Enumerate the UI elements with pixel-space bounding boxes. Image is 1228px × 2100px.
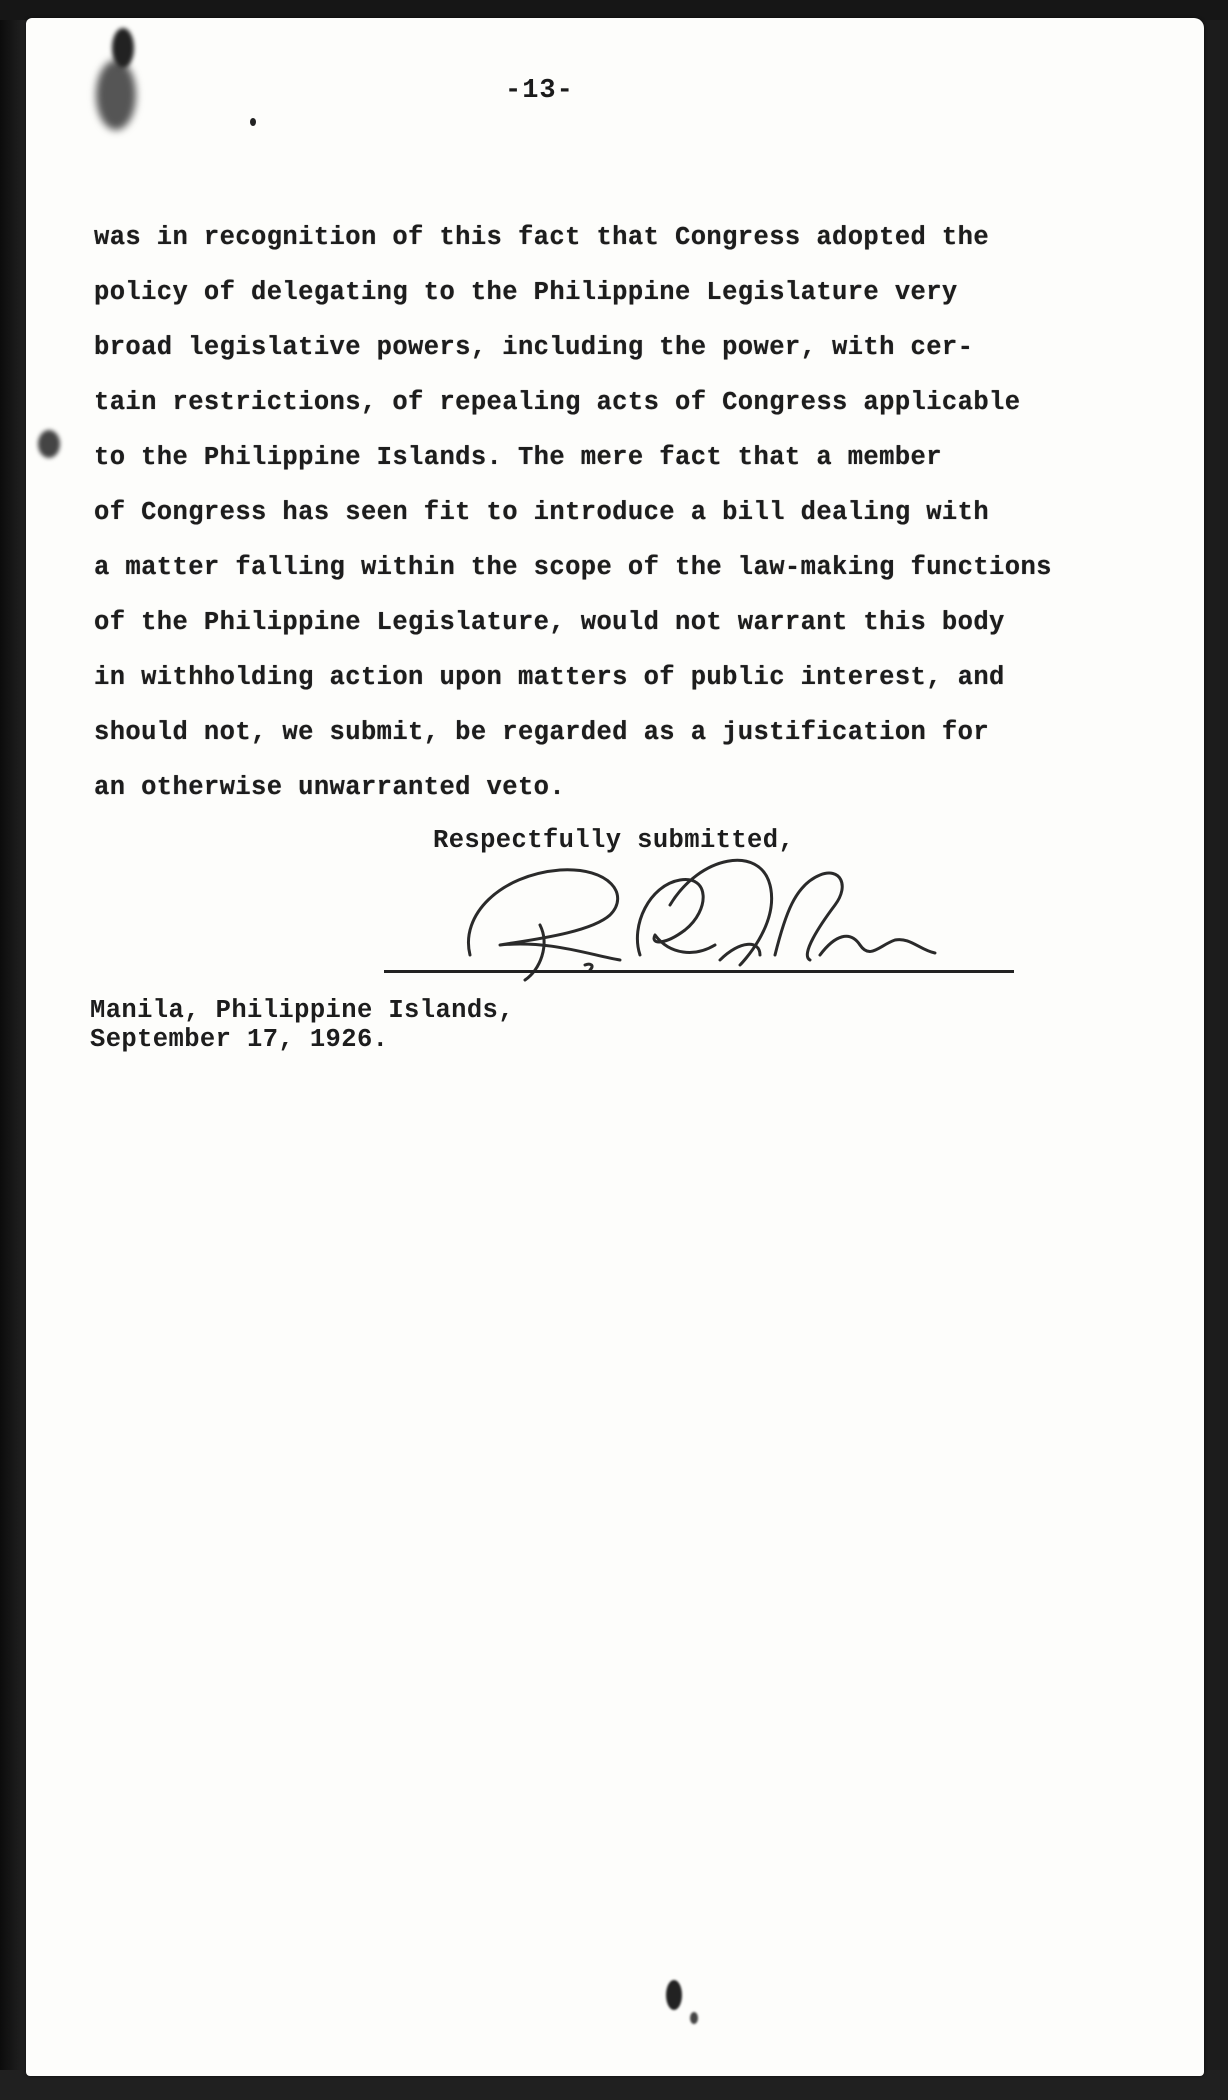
scan-edge-top	[0, 0, 1228, 20]
ink-speck-bottom	[690, 2012, 698, 2024]
closing-salutation: Respectfully submitted,	[433, 826, 795, 855]
body-line: of the Philippine Legislature, would not warrant this body	[94, 608, 1005, 637]
body-line: broad legislative powers, including the power, with cer-	[94, 333, 974, 362]
body-line: of Congress has seen fit to introduce a bill dealing with	[94, 498, 990, 527]
body-line: to the Philippine Islands. The mere fact that a member	[94, 443, 942, 472]
body-line: should not, we submit, be regarded as a justification for	[94, 718, 990, 747]
body-line: was in recognition of this fact that Congress adopted the	[94, 223, 990, 252]
ink-blot-left-margin	[38, 430, 60, 458]
body-line: policy of delegating to the Philippine Legislature very	[94, 278, 958, 307]
ink-blot-top-left	[96, 60, 136, 130]
date-line: September 17, 1926.	[90, 1025, 389, 1054]
body-line: an otherwise unwarranted veto.	[94, 773, 566, 802]
body-line: a matter falling within the scope of the law-making functions	[94, 553, 1052, 582]
ink-speck-top	[250, 118, 256, 126]
signature-line	[384, 970, 1014, 973]
place-and-date	[90, 996, 514, 1054]
body-line: tain restrictions, of repealing acts of Congress applicable	[94, 388, 1021, 417]
letter-body	[94, 210, 1104, 815]
place-line: Manila, Philippine Islands,	[90, 996, 514, 1025]
ink-blot-top-left-dark	[112, 28, 134, 68]
body-line: in withholding action upon matters of public interest, and	[94, 663, 1005, 692]
handwritten-signature-icon	[440, 845, 960, 985]
ink-blot-bottom	[666, 1980, 682, 2010]
page-number: -13-	[505, 76, 574, 106]
